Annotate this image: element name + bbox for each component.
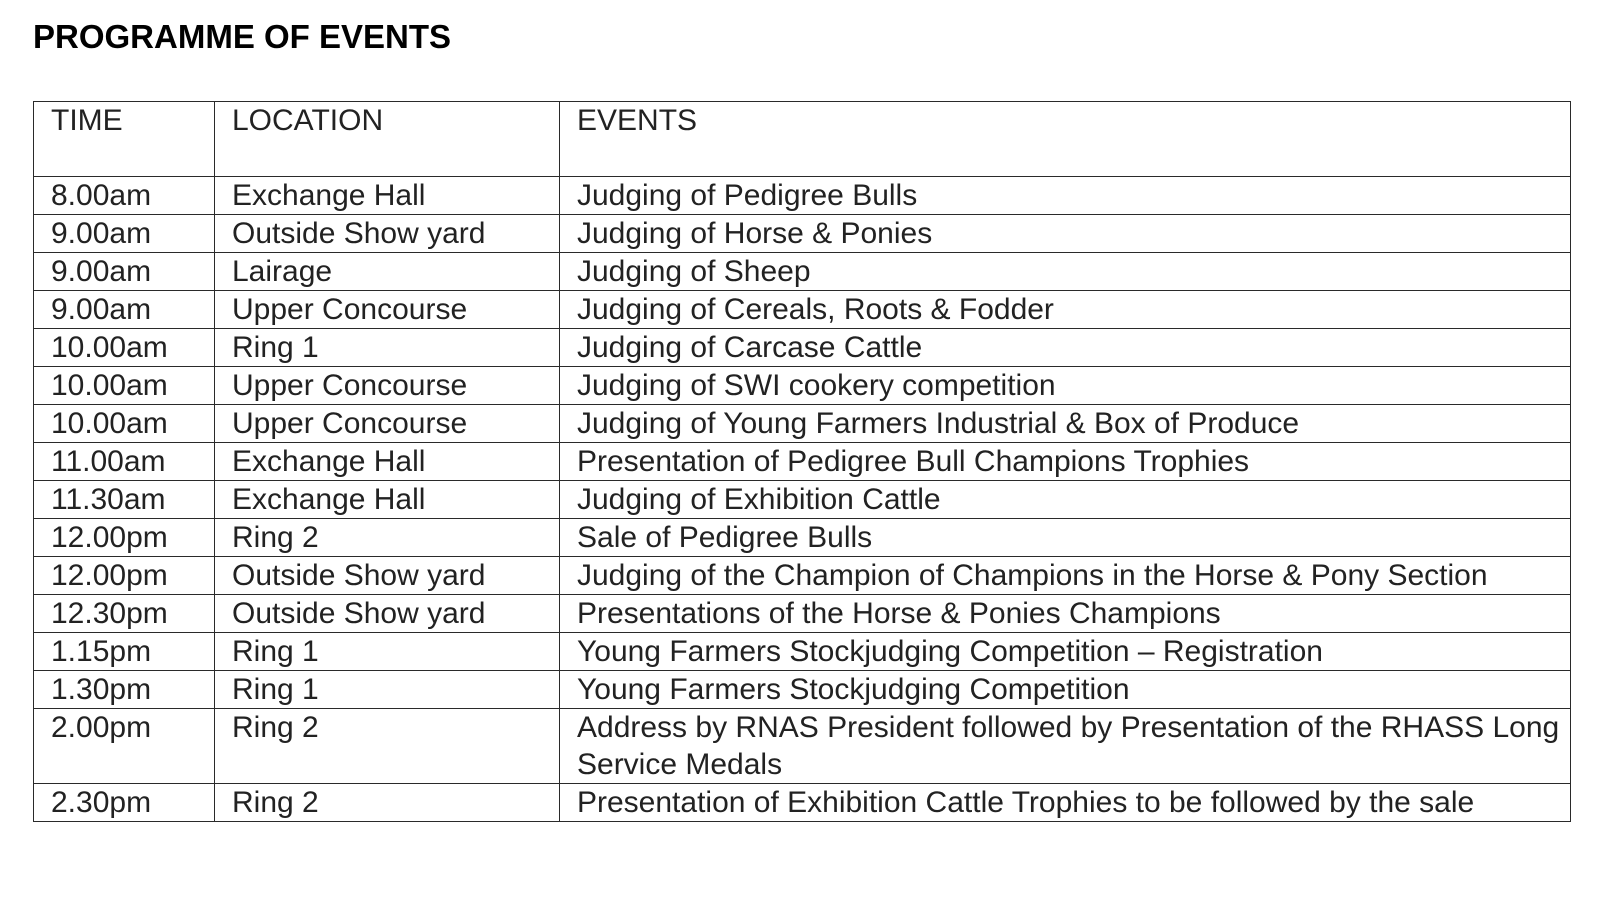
cell-time: 11.30am: [34, 481, 215, 519]
cell-time: 12.00pm: [34, 519, 215, 557]
header-events: EVENTS: [560, 102, 1571, 177]
table-row: [34, 367, 1571, 405]
table-row: [34, 595, 1571, 633]
cell-event: Judging of the Champion of Champions in the Horse & Pony Section: [560, 557, 1571, 595]
cell-location: Upper Concourse: [215, 291, 560, 329]
cell-time: 10.00am: [34, 367, 215, 405]
cell-location: Ring 1: [215, 633, 560, 671]
cell-location: Outside Show yard: [215, 215, 560, 253]
cell-time: 10.00am: [34, 329, 215, 367]
cell-event: Sale of Pedigree Bulls: [560, 519, 1571, 557]
table-body: [34, 177, 1571, 822]
cell-location: Upper Concourse: [215, 405, 560, 443]
cell-event: Presentation of Pedigree Bull Champions Trophies: [560, 443, 1571, 481]
cell-time: 11.00am: [34, 443, 215, 481]
cell-event: Young Farmers Stockjudging Competition – Registration: [560, 633, 1571, 671]
cell-location: Exchange Hall: [215, 481, 560, 519]
table-row: [34, 519, 1571, 557]
cell-time: 8.00am: [34, 177, 215, 215]
cell-time: 2.00pm: [34, 709, 215, 784]
table-row: [34, 215, 1571, 253]
table-row: [34, 253, 1571, 291]
table-header-row: [34, 102, 1571, 177]
cell-event: Judging of Exhibition Cattle: [560, 481, 1571, 519]
table-row: [34, 671, 1571, 709]
cell-time: 9.00am: [34, 291, 215, 329]
cell-location: Upper Concourse: [215, 367, 560, 405]
cell-event: Address by RNAS President followed by Presentation of the RHASS Long Service Medals: [560, 709, 1571, 784]
cell-location: Ring 1: [215, 671, 560, 709]
table-row: [34, 709, 1571, 784]
cell-time: 1.30pm: [34, 671, 215, 709]
cell-time: 9.00am: [34, 215, 215, 253]
table-row: [34, 329, 1571, 367]
cell-time: 9.00am: [34, 253, 215, 291]
cell-location: Outside Show yard: [215, 557, 560, 595]
table-row: [34, 481, 1571, 519]
table-row: [34, 405, 1571, 443]
cell-time: 1.15pm: [34, 633, 215, 671]
page-title: PROGRAMME OF EVENTS: [33, 18, 452, 55]
cell-location: Outside Show yard: [215, 595, 560, 633]
cell-location: Exchange Hall: [215, 177, 560, 215]
cell-location: Ring 2: [215, 519, 560, 557]
cell-location: Exchange Hall: [215, 443, 560, 481]
cell-event: Presentation of Exhibition Cattle Trophies to be followed by the sale: [560, 784, 1571, 822]
cell-event: Judging of Pedigree Bulls: [560, 177, 1571, 215]
header-location: LOCATION: [215, 102, 560, 177]
table-row: [34, 633, 1571, 671]
cell-time: 2.30pm: [34, 784, 215, 822]
cell-event: Judging of Young Farmers Industrial & Box of Produce: [560, 405, 1571, 443]
cell-event: Judging of Horse & Ponies: [560, 215, 1571, 253]
cell-time: 10.00am: [34, 405, 215, 443]
cell-event: Judging of Sheep: [560, 253, 1571, 291]
cell-event: Presentations of the Horse & Ponies Champions: [560, 595, 1571, 633]
table-row: [34, 557, 1571, 595]
cell-location: Lairage: [215, 253, 560, 291]
cell-event: Judging of Cereals, Roots & Fodder: [560, 291, 1571, 329]
header-time: TIME: [34, 102, 215, 177]
table-row: [34, 784, 1571, 822]
cell-time: 12.00pm: [34, 557, 215, 595]
programme-table: [33, 101, 1571, 822]
table-row: [34, 443, 1571, 481]
table-row: [34, 291, 1571, 329]
cell-location: Ring 1: [215, 329, 560, 367]
cell-event: Judging of Carcase Cattle: [560, 329, 1571, 367]
cell-location: Ring 2: [215, 709, 560, 784]
cell-event: Judging of SWI cookery competition: [560, 367, 1571, 405]
cell-location: Ring 2: [215, 784, 560, 822]
table-row: [34, 177, 1571, 215]
cell-event: Young Farmers Stockjudging Competition: [560, 671, 1571, 709]
cell-time: 12.30pm: [34, 595, 215, 633]
